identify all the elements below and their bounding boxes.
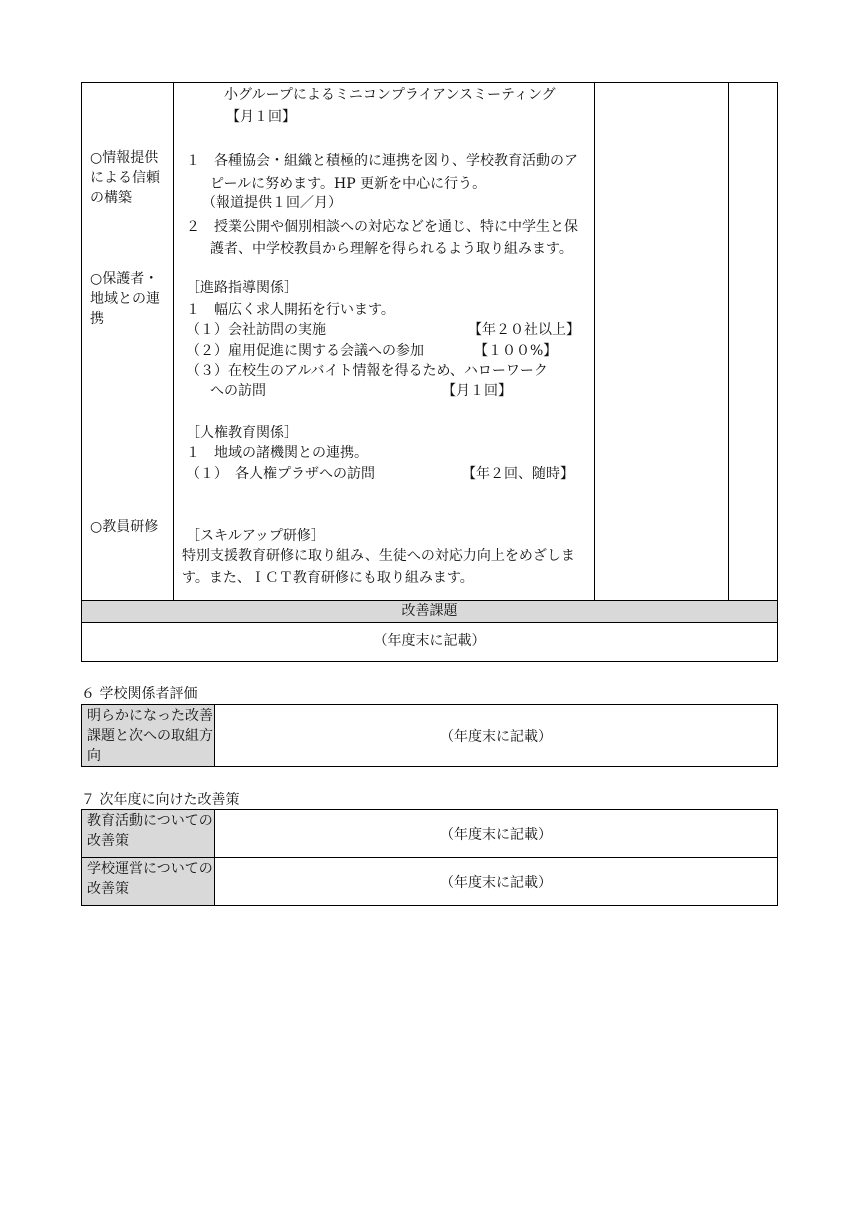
improvement-header: 改善課題 <box>82 601 777 622</box>
content-line: 【年２回、随時】 <box>462 466 574 482</box>
section-7-label: 教育活動についての改善策 <box>82 810 215 857</box>
evaluation-table <box>81 82 778 662</box>
section-7-row <box>82 858 777 905</box>
content-line: ピールに努めます。HP 更新を中心に行う。 <box>210 176 487 192</box>
section-6-table <box>81 704 778 767</box>
content-line: 特別支援教育研修に取り組み、生徒への対応力向上をめざしま <box>182 548 575 564</box>
section-7-row <box>82 810 777 857</box>
content-line: す。また、ＩＣＴ教育研修にも取り組みます。 <box>182 570 474 586</box>
content-line: （報道提供１回／月） <box>202 195 342 211</box>
section-6-title: ６ 学校関係者評価 <box>81 686 198 702</box>
content-line: 【１００%】 <box>474 343 558 359</box>
improvement-value: （年度末に記載） <box>373 633 486 649</box>
content-line: 【月１回】 <box>442 383 512 399</box>
section-7-label: 学校運営についての改善策 <box>82 858 215 905</box>
content-line: （１）会社訪問の実施 <box>186 322 326 338</box>
content-line: への訪問 <box>210 383 266 399</box>
left-item-community: ○保護者・地域との連携 <box>90 271 160 327</box>
column-divider <box>728 83 729 601</box>
content-line: （１） 各人権プラザへの訪問 <box>186 466 375 482</box>
content-line: １ 地域の諸機関との連携。 <box>186 445 368 461</box>
content-line: （３）在校生のアルバイト情報を得るため、ハローワーク <box>186 363 548 379</box>
left-item-info: ○情報提供による信頼の構築 <box>90 150 160 206</box>
column-divider <box>594 83 595 601</box>
section-7-title: ７ 次年度に向けた改善策 <box>81 792 240 808</box>
content-line: 小グループによるミニコンプライアンスミーティング <box>224 87 556 103</box>
content-line: 【月１回】 <box>226 109 296 125</box>
content-line: ［人権教育関係］ <box>186 425 298 441</box>
content-line: 【年２０社以上】 <box>468 322 580 338</box>
content-line: 護者、中学校教員から理解を得られるよう取り組みます。 <box>210 241 573 257</box>
section-6-label: 明らかになった改善課題と次への取組方向 <box>82 705 215 766</box>
section-7-table <box>81 809 778 906</box>
row-divider <box>82 622 777 623</box>
column-divider <box>173 83 174 601</box>
content-line: １ 幅広く求人開拓を行います。 <box>186 302 395 318</box>
content-line: ［スキルアップ研修］ <box>186 528 325 544</box>
left-item-training: ○教員研修 <box>90 519 159 535</box>
content-line: ［進路指導関係］ <box>186 280 298 296</box>
section-7-value: （年度末に記載） <box>440 874 552 891</box>
section-7-value: （年度末に記載） <box>440 826 552 843</box>
content-line: １ 各種協会・組織と積極的に連携を図り、学校教育活動のア <box>186 153 578 169</box>
content-line: （２）雇用促進に関する会議への参加 <box>186 343 424 359</box>
section-6-value: （年度末に記載） <box>440 728 552 745</box>
content-line: ２ 授業公開や個別相談への対応などを通じ、特に中学生と保 <box>186 219 578 235</box>
